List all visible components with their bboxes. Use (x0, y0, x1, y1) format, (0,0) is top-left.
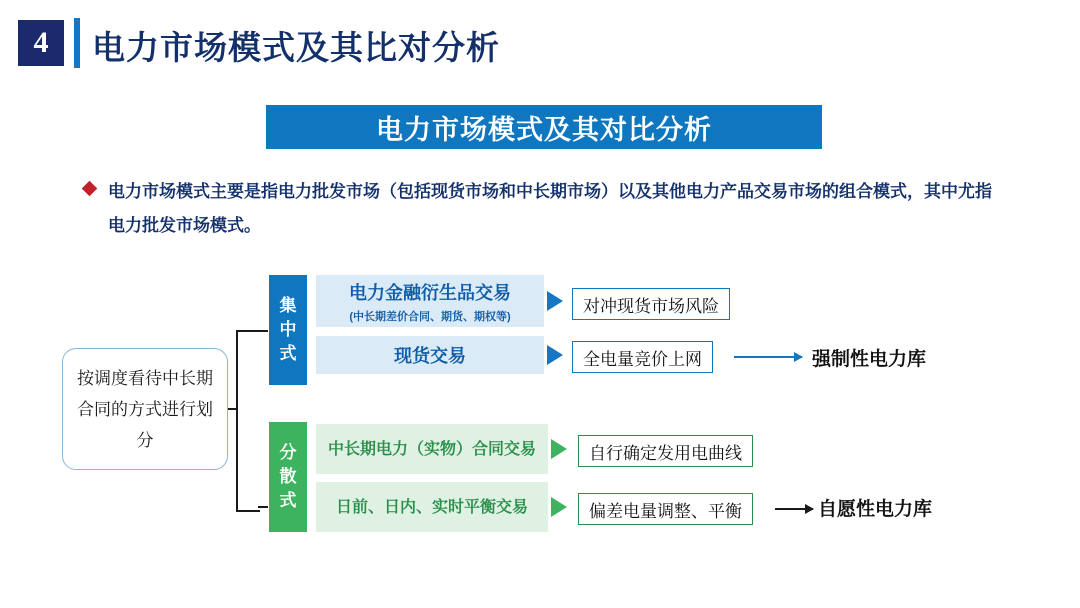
connector-arrow-voluntary-pool (775, 508, 813, 510)
connector-arrow-mandatory-pool (734, 356, 802, 358)
branch-label-decentralized-text: 分散式 (279, 443, 297, 510)
final-label-voluntary-pool: 自愿性电力库 (818, 499, 933, 520)
connector-arrowhead-2 (805, 504, 814, 514)
section-number-badge: 4 (18, 20, 64, 66)
stage-box-financial-derivatives-title: 电力金融衍生品交易 (349, 282, 511, 303)
branch-label-decentralized (269, 422, 307, 532)
connector-arrowhead-1 (794, 352, 803, 362)
outcome-box-full-volume-bidding: 全电量竞价上网 (572, 341, 713, 373)
arrow-right-icon-row1 (547, 291, 563, 311)
stage-box-midlong-physical-contract-title: 中长期电力（实物）合同交易 (327, 440, 536, 458)
outcome-box-self-determined-curve: 自行确定发用电曲线 (578, 435, 753, 467)
final-label-mandatory-pool: 强制性电力库 (812, 349, 927, 370)
stage-box-spot-trading-title: 现货交易 (394, 346, 466, 366)
branch-label-centralized-text: 集中式 (279, 296, 297, 363)
connector-line-1 (734, 356, 802, 358)
diagram-root-box: 按调度看待中长期合同的方式进行划分 (62, 348, 228, 470)
bullet-paragraph: 电力市场模式主要是指电力批发市场（包括现货市场和中长期市场）以及其他电力产品交易市场的组合模式，其中尤指电力批发市场模式。 (108, 182, 992, 235)
bullet-diamond-icon (82, 181, 98, 197)
stage-box-spot-trading (316, 336, 544, 374)
section-banner: 电力市场模式及其对比分析 (266, 105, 822, 149)
brace-bracket (236, 330, 260, 512)
arrow-right-icon-row3 (551, 439, 567, 459)
brace-arm-bottom (258, 506, 268, 508)
arrow-right-icon-row4 (551, 497, 567, 517)
outcome-box-hedge-risk: 对冲现货市场风险 (572, 288, 730, 320)
stage-box-dayahead-intraday-realtime (316, 482, 548, 532)
arrow-right-icon-row2 (547, 345, 563, 365)
stage-box-financial-derivatives (316, 275, 544, 327)
stage-box-midlong-physical-contract (316, 424, 548, 474)
page-title: 电力市场模式及其比对分析 (92, 29, 500, 66)
branch-label-centralized (269, 275, 307, 385)
stage-box-dayahead-intraday-realtime-title: 日前、日内、实时平衡交易 (335, 498, 528, 516)
stage-box-financial-derivatives-subtitle: (中长期差价合同、期货、期权等) (349, 310, 511, 323)
outcome-box-deviation-balance: 偏差电量调整、平衡 (578, 493, 753, 525)
brace-arm-top (258, 330, 268, 332)
header-accent-bar (74, 18, 80, 68)
